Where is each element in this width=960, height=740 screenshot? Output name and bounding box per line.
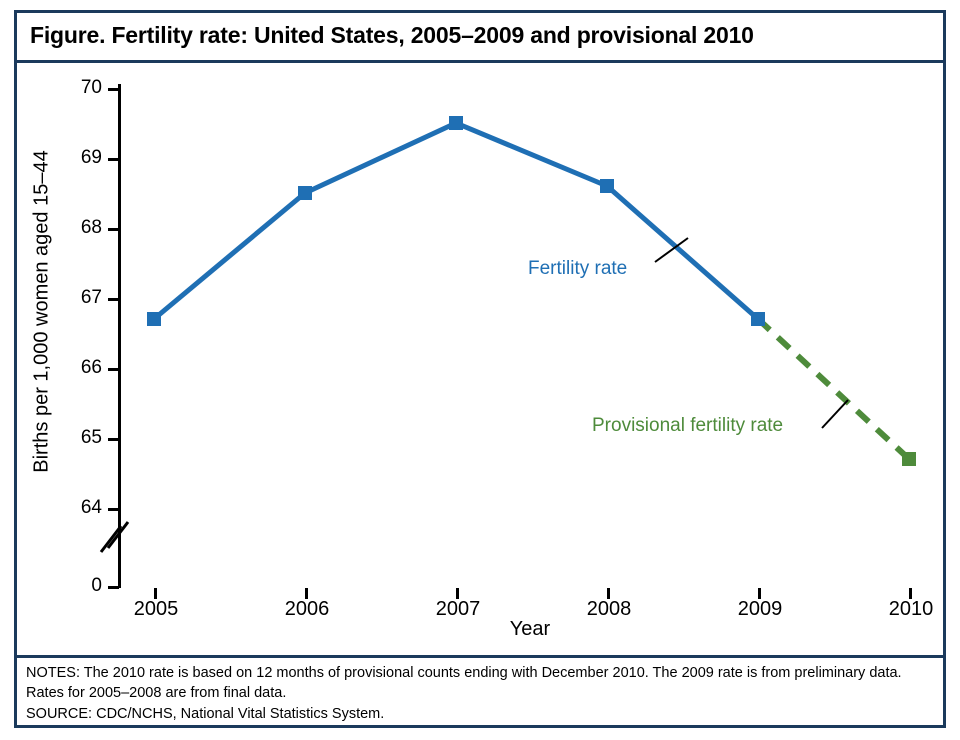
y-tick-label-64: 64 [80, 497, 102, 518]
x-tick-label-2008: 2008 [586, 598, 632, 620]
y-axis-label: Births per 1,000 women aged 15–44 [30, 150, 53, 473]
provisional-label-leader [822, 400, 848, 428]
data-point-2006 [298, 186, 312, 200]
figure-notes: NOTES: The 2010 rate is based on 12 months of provisional counts ending with December 2010. The 2009 rate is from preliminary data. Rates for 2005–2008 are from final data. [26, 665, 902, 701]
y-tick-label-68: 68 [80, 217, 102, 238]
axis-break-icon [101, 522, 128, 552]
x-tick-label-2010: 2010 [888, 598, 934, 620]
data-point-2009 [751, 312, 765, 326]
x-axis-label: Year [509, 618, 551, 640]
annotation-provisional-fertility-rate: Provisional fertility rate [592, 415, 784, 436]
y-tick-label-70: 70 [80, 77, 102, 98]
x-tick-label-2005: 2005 [133, 598, 179, 620]
series-line-provisional-fertility-rate [758, 319, 909, 459]
data-point-2007 [449, 116, 463, 130]
data-point-2008 [600, 179, 614, 193]
y-tick-label-66: 66 [80, 357, 102, 378]
annotation-fertility-rate: Fertility rate [528, 258, 628, 279]
figure-source: SOURCE: CDC/NCHS, National Vital Statistics System. [26, 706, 385, 722]
y-tick-label-0: 0 [91, 575, 102, 596]
y-tick-label-67: 67 [80, 287, 102, 308]
x-tick-label-2007: 2007 [435, 598, 481, 620]
y-tick-label-65: 65 [80, 427, 102, 448]
data-point-2005 [147, 312, 161, 326]
x-tick-label-2009: 2009 [737, 598, 783, 620]
data-point-2010 [902, 452, 916, 466]
series-line-fertility-rate [154, 123, 758, 319]
notes-divider [17, 655, 943, 658]
x-tick-label-2006: 2006 [284, 598, 330, 620]
page-title: Figure. Fertility rate: United States, 2005–2009 and provisional 2010 [30, 22, 754, 48]
y-tick-label-69: 69 [80, 147, 102, 168]
